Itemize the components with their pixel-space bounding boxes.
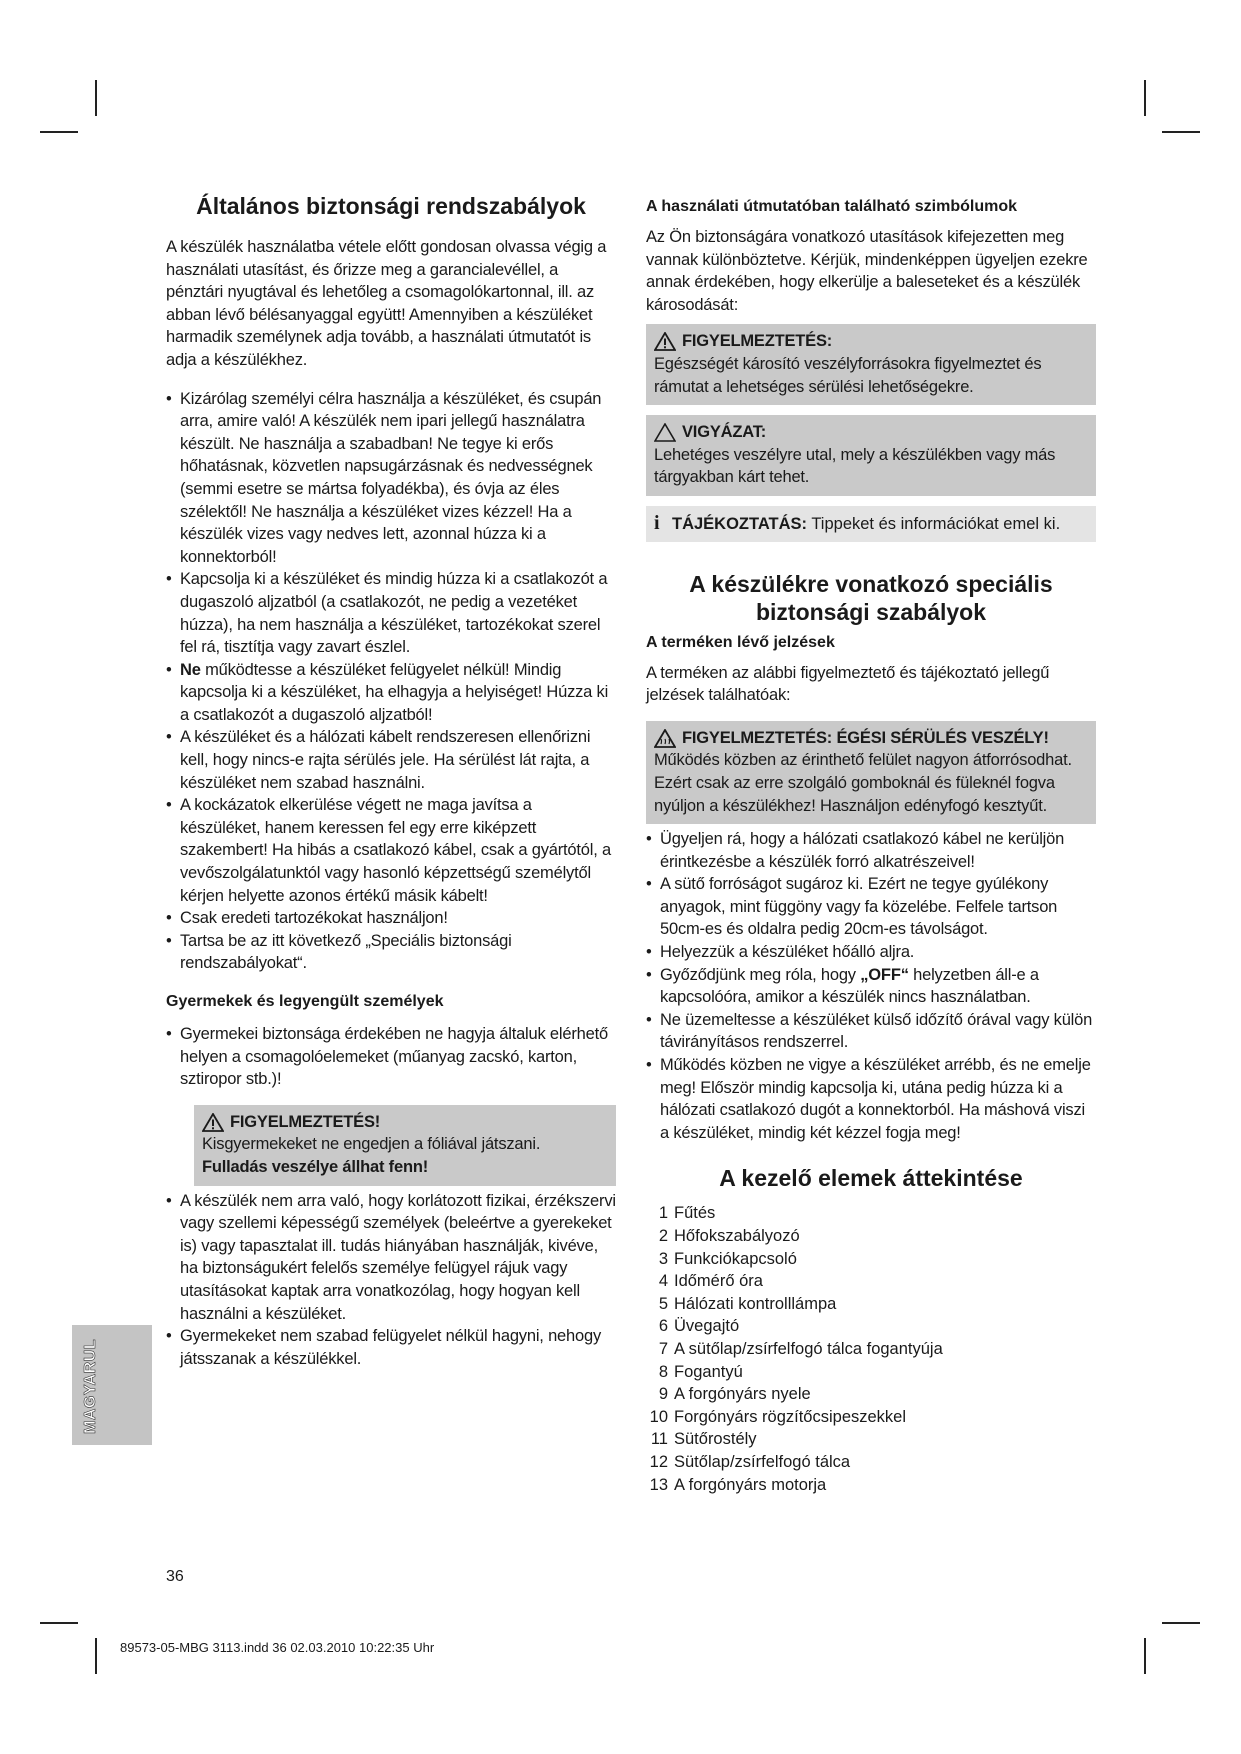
hot-surface-warning-icon xyxy=(654,729,676,748)
crop-mark xyxy=(95,80,97,116)
burn-warning-box xyxy=(646,721,1096,824)
info-icon: i xyxy=(654,511,660,534)
control-item xyxy=(646,1361,1096,1384)
children-bullet-list xyxy=(166,1023,616,1091)
list-item: • Gyermekeket nem szabad felügyelet nélkül hagyni, nehogy játsszanak a készülékkel. xyxy=(166,1325,616,1370)
list-item: • Csak eredeti tartozékokat használjon! xyxy=(166,907,616,930)
children-section-title: Gyermekek és legyengült személyek xyxy=(166,993,444,1010)
list-item: • Ne üzemeltesse a készüléket külső időzítő órával vagy külön távirányításos rendszerrel. xyxy=(646,1009,1096,1054)
warning-text: Egészségét károsító veszélyforrásokra figyelmeztet és rámutat a lehetséges sérülési lehetőségekre. xyxy=(654,354,1042,396)
info-symbol-box xyxy=(646,506,1096,542)
list-item: • Gyermekei biztonsága érdekében ne hagyja általuk elérhető helyen a csomagolóelemeket (műanyag zacskó, karton, sztiropor stb.)! xyxy=(166,1023,616,1091)
warning-heading xyxy=(654,330,1088,353)
control-label: Sütőrostély xyxy=(674,1430,757,1449)
special-safety-title: A készülékre vonatkozó speciális biztonsági szabályok xyxy=(689,570,1053,625)
right-column xyxy=(646,198,1096,1496)
control-label: A forgónyárs nyele xyxy=(674,1385,811,1404)
language-side-label: MAGYARUL xyxy=(82,1339,99,1434)
safety-bullet-list xyxy=(166,388,616,975)
control-number: 12 xyxy=(649,1452,668,1471)
list-item: • A sütő forróságot sugároz ki. Ezért ne tegye gyúlékony anyagok, mint függöny vagy fa közelébe. Felfele tartson 50cm-es és oldalra pedig 20cm-es távolságot. xyxy=(646,873,1096,941)
off-label: „OFF“ xyxy=(860,965,909,984)
control-number: 7 xyxy=(658,1339,668,1358)
info-label: TÁJÉKOZTATÁS: xyxy=(672,514,808,533)
crop-mark xyxy=(40,1622,78,1624)
burn-warning-label: FIGYELMEZTETÉS: ÉGÉSI SÉRÜLÉS VESZÉLY! xyxy=(682,728,1049,747)
control-label: Hálózati kontrolllámpa xyxy=(674,1294,837,1313)
warning-triangle-icon xyxy=(202,1113,224,1132)
crop-mark xyxy=(1144,1638,1146,1674)
list-item: • Kizárólag személyi célra használja a készüléket, és csupán arra, amire való! A készülék nem ipari jellegű használatra készült. Ne használja a szabadban! Ne tegye ki erős hőhatásnak, közvetlen napsugárzásnak és nedvességnek (semmi esetre se mártsa folyadékba), és óvja az éles szélektől! Ne használja a készüléket vizes kézzel! Ha a készülék vizes vagy nedves lett, azonnal húzza ki a konnektorból! xyxy=(166,388,616,569)
warning-text-normal: Kisgyermekeket ne engedjen a fóliával játszani. xyxy=(202,1135,541,1154)
burn-warning-heading xyxy=(654,727,1088,750)
control-item xyxy=(646,1202,1096,1225)
control-item xyxy=(646,1248,1096,1271)
control-number: 5 xyxy=(658,1294,668,1313)
control-number: 8 xyxy=(658,1362,668,1381)
control-label: A forgónyárs motorja xyxy=(674,1475,827,1494)
list-item: • Kapcsolja ki a készüléket és mindig húzza ki a csatlakozót a dugaszoló aljzatból (a csatlakozót, ne pedig a vezetéket húzza), ha nem használja a készüléket, tartozékokat szerel fel rá, tisztítja vagy zavart észlel. xyxy=(166,568,616,658)
list-item: • A készüléket és a hálózati kábelt rendszeresen ellenőrizni kell, hogy nincs-e rajta sérülés jele. Ha sérülést lát rajta, a készüléket nem szabad használni. xyxy=(166,726,616,794)
control-number: 3 xyxy=(658,1249,668,1268)
list-item-text: Győződjünk meg róla, hogy xyxy=(660,965,861,984)
list-item xyxy=(646,964,1096,1009)
control-item xyxy=(646,1225,1096,1248)
warning-text-bold: Fulladás veszélye állhat fenn! xyxy=(202,1157,428,1176)
product-markings-title: A terméken lévő jelzések xyxy=(646,633,835,651)
control-label: Sütőlap/zsírfelfogó tálca xyxy=(674,1452,851,1471)
controls-title: A kezelő elemek áttekintése xyxy=(719,1165,1023,1192)
warning-label: FIGYELMEZTETÉS: xyxy=(682,332,833,351)
warning-text xyxy=(202,1133,608,1178)
list-item-text: helyzetben áll-e a kapcsolóóra, amikor a készülék nincs használatban. xyxy=(660,965,1039,1007)
page-number: 36 xyxy=(166,1568,184,1585)
crop-mark xyxy=(1162,131,1200,133)
list-item xyxy=(166,659,616,727)
list-item: • A kockázatok elkerülése végett ne maga javítsa a készüléket, hanem keressen fel egy erre kiképzett szakembert! Ha hibás a csatlakozó kábel, csak a gyártótól, a vevőszolgálatunktól vagy hasonló képzettségű személytől kérjen helyette azonos értékű másik kábelt! xyxy=(166,794,616,907)
caution-heading xyxy=(654,421,1088,444)
control-number: 10 xyxy=(649,1407,668,1426)
caution-label: VIGYÁZAT: xyxy=(682,423,767,442)
control-item xyxy=(646,1406,1096,1429)
control-number: 9 xyxy=(658,1385,668,1404)
control-label: Időmérő óra xyxy=(674,1272,763,1291)
control-item xyxy=(646,1293,1096,1316)
symbols-title: A használati útmutatóban található szimbólumok xyxy=(646,198,1017,215)
control-number: 4 xyxy=(658,1272,668,1291)
controls-list xyxy=(646,1202,1096,1496)
control-label: Hőfokszabályozó xyxy=(674,1227,800,1245)
warning-label: FIGYELMEZTETÉS! xyxy=(230,1112,381,1131)
control-item xyxy=(646,1474,1096,1497)
list-item: • Ügyeljen rá, hogy a hálózati csatlakozó kábel ne kerüljön érintkezésbe a készülék forró alkatrészeivel! xyxy=(646,828,1096,873)
caution-triangle-icon xyxy=(654,423,676,442)
list-item: • Tartsa be az itt következő „Speciális biztonsági rendszabályokat“. xyxy=(166,930,616,975)
control-number: 6 xyxy=(658,1317,668,1336)
list-item-text: működtesse a készüléket felügyelet nélkül! Mindig kapcsolja ki a készüléket, ha elhagyja a helyiséget! Húzza ki a csatlakozót a dugaszoló aljzatból! xyxy=(180,660,609,724)
control-number: 2 xyxy=(658,1227,668,1245)
list-item: • Helyezzük a készüléket hőálló aljra. xyxy=(646,941,1096,964)
crop-mark xyxy=(1162,1622,1200,1624)
symbols-intro: Az Ön biztonságára vonatkozó utasítások kifejezetten meg vannak különböztetve. Kérjük, mindenképpen ügyeljen ezekre annak érdekében, hogy elkerülje a baleseteket és a készülék károsodását: xyxy=(646,228,1088,314)
left-column xyxy=(166,192,616,1370)
warning-symbol-box xyxy=(646,324,1096,405)
control-label: Forgónyárs rögzítőcsipeszekkel xyxy=(674,1407,907,1426)
control-item xyxy=(646,1428,1096,1451)
children-bullet-list-2 xyxy=(166,1190,616,1371)
product-markings-intro: A terméken az alábbi figyelmeztető és tájékoztató jellegű jelzések találhatóak: xyxy=(646,663,1050,705)
bold-ne: Ne xyxy=(180,660,201,679)
suffocation-warning-box xyxy=(194,1105,616,1186)
control-item xyxy=(646,1315,1096,1338)
control-item xyxy=(646,1383,1096,1406)
caution-symbol-box xyxy=(646,415,1096,496)
control-number: 11 xyxy=(650,1430,668,1449)
crop-mark xyxy=(95,1638,97,1674)
print-footer: 89573-05-MBG 3113.indd 36 02.03.2010 10:22:35 Uhr xyxy=(120,1640,435,1655)
crop-mark xyxy=(1144,80,1146,116)
warning-heading xyxy=(202,1111,608,1134)
control-label: Üvegajtó xyxy=(674,1317,740,1336)
special-bullet-list xyxy=(646,828,1096,1144)
control-label: Funkciókapcsoló xyxy=(674,1249,797,1268)
control-label: Fűtés xyxy=(674,1204,716,1223)
control-label: Fogantyú xyxy=(674,1362,743,1381)
info-text: Tippeket és információkat emel ki. xyxy=(807,514,1061,533)
control-number: 13 xyxy=(649,1475,668,1494)
list-item: • Működés közben ne vigye a készüléket arrébb, és ne emelje meg! Először mindig kapcsolja ki, utána pedig húzza ki a hálózati csatlakozó dugót a konnektorból. Ha máshová viszi a készüléket, mindig két kézzel fogja meg! xyxy=(646,1054,1096,1144)
general-safety-intro: A készülék használatba vétele előtt gondosan olvassa végig a használati utasítást, és őrizze meg a garancialevéllel, a pénztári nyugtával és lehetőleg a csomagolókartonnal, ill. az abban lévő bélésanyaggal együtt! Amennyiben a készüléket harmadik személynek adja tovább, a használati útmutatót is adja a készülékhez. xyxy=(166,238,607,369)
control-item xyxy=(646,1338,1096,1361)
caution-text: Lehetéges veszélyre utal, mely a készülékben vagy más tárgyakban kárt tehet. xyxy=(654,445,1056,487)
control-number: 1 xyxy=(658,1204,668,1223)
general-safety-title: Általános biztonsági rendszabályok xyxy=(196,193,586,219)
burn-warning-text: Működés közben az érinthető felület nagyon átforrósodhat. Ezért csak az erre szolgáló gomboknál és füleknél fogva nyúljon a készülékhez! Használjon edényfogó kesztyűt. xyxy=(654,751,1072,815)
list-item: • A készülék nem arra való, hogy korlátozott fizikai, érzékszervi vagy szellemi képességű személyek (beleértve a gyerekeket is) vagy tapasztalat ill. tudás hiányában használják, kivéve, ha biztonságukért felelős személye felügyel rájuk vagy utasításokat kaptak arra vonatkozólag, hogy hogyan kell használni a készüléket. xyxy=(166,1190,616,1326)
control-label: A sütőlap/zsírfelfogó tálca fogantyúja xyxy=(674,1339,943,1358)
control-item xyxy=(646,1270,1096,1293)
crop-mark xyxy=(40,131,78,133)
warning-triangle-icon xyxy=(654,332,676,351)
control-item xyxy=(646,1451,1096,1474)
